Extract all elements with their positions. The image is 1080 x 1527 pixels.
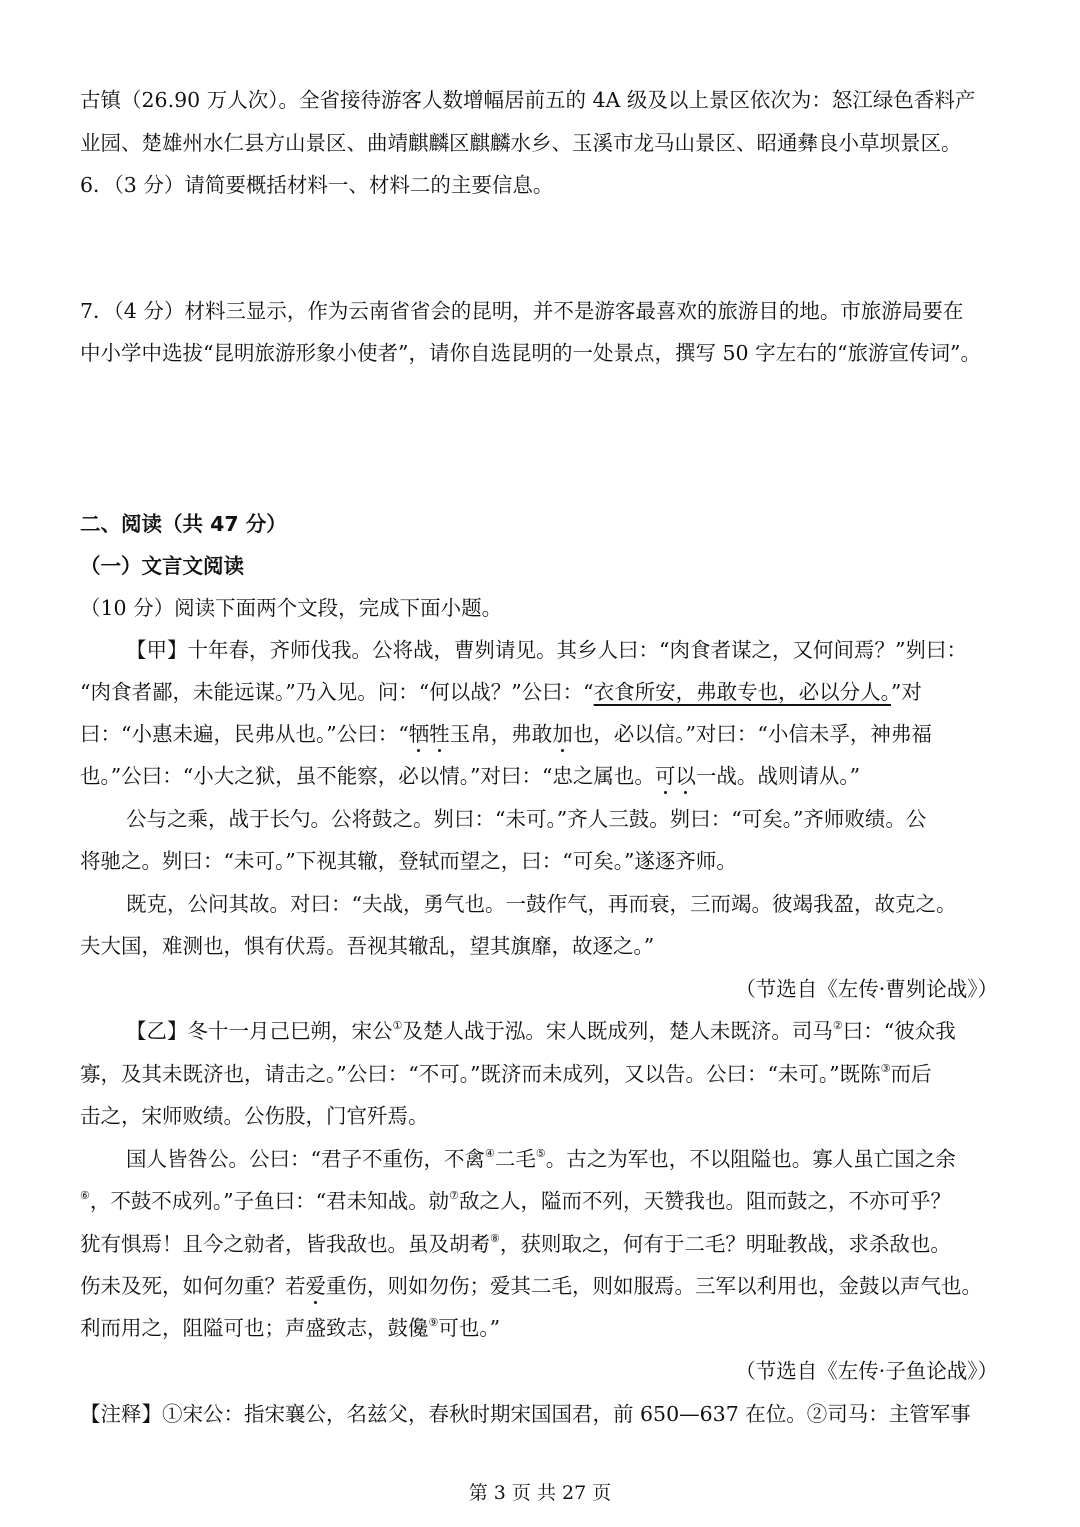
footnote-ref: ⑧ xyxy=(490,1232,500,1245)
text-line: 既克，公问其故。对曰：“夫战，勇气也。一鼓作气，再而衰，三而竭。彼竭我盈，故克之。 xyxy=(126,892,957,916)
text-line: 寡，及其未既济也，请击之。”公曰：“不可。”既济而未成列，又以告。公曰：“未可。”既陈③而后 xyxy=(80,1062,932,1086)
emphasized-char: 爱 xyxy=(305,1274,326,1298)
text-line: 【乙】冬十一月己巳朔，宋公①及楚人战于泓。宋人既成列，楚人未既济。司马②曰：“彼众我 xyxy=(126,1019,956,1043)
text-line: 古镇（26.90 万人次）。全省接待游客人数增幅居前五的 4A 级及以上景区依次为：怒江绿色香料产 xyxy=(80,88,976,112)
question-6: 6．（3 分）请简要概括材料一、材料二的主要信息。 xyxy=(80,173,554,197)
text-line: 曰：“小惠未遍，民弗从也。”公曰：“牺牲玉帛，弗敢加也，必以信。”对曰：“小信未孚，神弗福 xyxy=(80,722,932,746)
text-line: 也。”公曰：“小大之狱，虽不能察，必以情。”对曰：“忠之属也。可以一战。战则请从。” xyxy=(80,764,861,788)
instruction: （10 分）阅读下面两个文段，完成下面小题。 xyxy=(80,596,503,620)
text-line: 夫大国，难测也，惧有伏焉。吾视其辙乱，望其旗靡，故逐之。” xyxy=(80,934,655,958)
text-line: 国人皆咎公。公曰：“君子不重伤，不禽④二毛⑤。古之为军也，不以阻隘也。寡人虽亡国之余 xyxy=(126,1147,956,1171)
source-citation: （节选自《左传·子鱼论战》） xyxy=(735,1359,998,1383)
text-line: ⑥，不鼓不成列。”子鱼曰：“君未知战。勍⑦敌之人，隘而不列，天赞我也。阻而鼓之，不亦可乎？ xyxy=(80,1189,951,1213)
text-line: 【甲】十年春，齐师伐我。公将战，曹刿请见。其乡人曰：“肉食者谋之，又何间焉？”刿曰： xyxy=(126,638,967,662)
text-line: 犹有惧焉！且今之勍者，皆我敌也。虽及胡耇⑧，获则取之，何有于二毛？明耻教战，求杀敌也。 xyxy=(80,1232,951,1256)
emphasized-char: 牲 xyxy=(429,722,450,746)
subsection-title: （一）文言文阅读 xyxy=(80,554,244,578)
page-number: 第 3 页 共 27 页 xyxy=(468,1482,612,1504)
footnote-ref: ③ xyxy=(880,1062,891,1075)
text-line: 业园、楚雄州水仁县方山景区、曲靖麒麟区麒麟水乡、玉溪市龙马山景区、昭通彝良小草坝景区。 xyxy=(80,131,962,155)
underlined-sentence: 衣食所安，弗敢专也，必以分人。 xyxy=(593,680,891,704)
text-line: 中小学中选拔“昆明旅游形象小使者”，请你自选昆明的一处景点，撰写 50 字左右的“旅游宣传词”。 xyxy=(80,341,982,365)
text-line: 伤未及死，如何勿重？若爱重伤，则如勿伤；爱其二毛，则如服焉。三军以利用也，金鼓以声气也。 xyxy=(80,1274,982,1298)
annotation-notes: 【注释】①宋公：指宋襄公，名兹父，春秋时期宋国国君，前 650—637 在位。②司马：主管军事 xyxy=(80,1402,971,1426)
source-citation: （节选自《左传·曹刿论战》） xyxy=(735,977,998,1001)
text-line: 公与之乘，战于长勺。公将鼓之。刿曰：“未可。”齐人三鼓。刿曰：“可矣。”齐师败绩。公 xyxy=(126,807,927,831)
text-line: “肉食者鄙，未能远谋。”乃入见。问：“何以战？”公曰：“衣食所安，弗敢专也，必以分人。”对 xyxy=(80,680,922,704)
footnote-ref: ⑥ xyxy=(80,1189,90,1202)
footnote-ref: ① xyxy=(392,1019,403,1032)
footnote-ref: ⑨ xyxy=(428,1316,439,1329)
footnote-ref: ② xyxy=(832,1019,843,1032)
footnote-ref: ⑤ xyxy=(535,1147,546,1160)
emphasized-char: 以 xyxy=(675,764,696,788)
text-line: 击之，宋师败绩。公伤股，门官歼焉。 xyxy=(80,1104,429,1128)
text-line: 将驰之。刿曰：“未可。”下视其辙，登轼而望之，曰：“可矣。”遂逐齐师。 xyxy=(80,849,737,873)
emphasized-char: 牺 xyxy=(408,722,430,746)
text-line: 7．（4 分）材料三显示，作为云南省省会的昆明，并不是游客最喜欢的旅游目的地。市旅游局要在 xyxy=(80,299,964,323)
emphasized-char: 加 xyxy=(552,722,573,746)
footnote-ref: ④ xyxy=(484,1147,495,1160)
emphasized-char: 可 xyxy=(654,764,676,788)
text-line: 利而用之，阻隘可也；声盛致志，鼓儳⑨可也。” xyxy=(80,1316,501,1340)
section-title: 二、阅读（共 47 分） xyxy=(80,512,287,536)
footnote-ref: ⑦ xyxy=(449,1189,459,1202)
